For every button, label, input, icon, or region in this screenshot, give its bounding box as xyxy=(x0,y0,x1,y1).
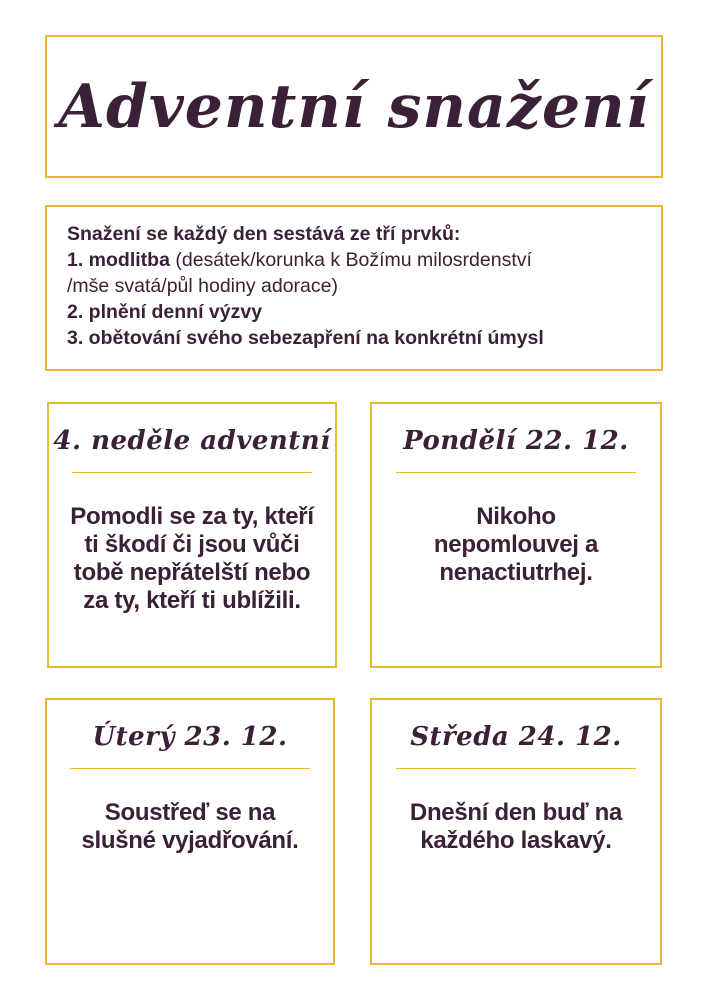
info-item-1-detail: (desátek/korunka k Božímu milosrdenství xyxy=(169,249,532,271)
info-item-1-label: 1. modlitba xyxy=(67,249,170,271)
card-divider xyxy=(72,472,312,473)
day-card-monday xyxy=(370,402,662,668)
card-divider xyxy=(396,768,636,769)
title-box xyxy=(45,35,663,178)
day-card-tuesday xyxy=(45,698,335,965)
info-item-1-continued xyxy=(67,273,643,299)
card-challenge: Dnešní den buď na každého laskavý. xyxy=(409,799,623,854)
card-heading: Pondělí 22. 12. xyxy=(403,426,629,456)
info-heading-text: Snažení se každý den sestává ze tří prvků: xyxy=(67,223,461,245)
info-item-2-text: 2. plnění denní výzvy xyxy=(67,301,263,323)
info-item-3-text: 3. obětování svého sebezapření na konkrétní úmysl xyxy=(67,327,544,349)
card-challenge: Pomodli se za ty, kteří ti škodí či jsou vůči tobě nepřátelští nebo za ty, kteří ti ublížili. xyxy=(70,503,314,614)
card-divider xyxy=(396,472,636,473)
card-heading: 4. neděle adventní xyxy=(53,426,331,456)
info-item-3 xyxy=(67,325,643,351)
card-challenge: Soustřeď se na slušné vyjadřování. xyxy=(81,799,299,854)
info-item-2 xyxy=(67,299,643,325)
page-title: Adventní snažení xyxy=(58,71,650,142)
info-heading xyxy=(67,221,643,247)
card-heading: Úterý 23. 12. xyxy=(92,722,288,752)
day-card-wednesday xyxy=(370,698,662,965)
info-box xyxy=(45,205,663,371)
card-divider xyxy=(70,768,310,769)
info-item-1-detail-cont: /mše svatá/půl hodiny adorace) xyxy=(67,275,338,297)
info-item-1 xyxy=(67,247,643,273)
card-heading: Středa 24. 12. xyxy=(410,722,622,752)
card-challenge: Nikoho nepomlouvej a nenactiutrhej. xyxy=(433,503,599,586)
day-card-sunday xyxy=(47,402,337,668)
